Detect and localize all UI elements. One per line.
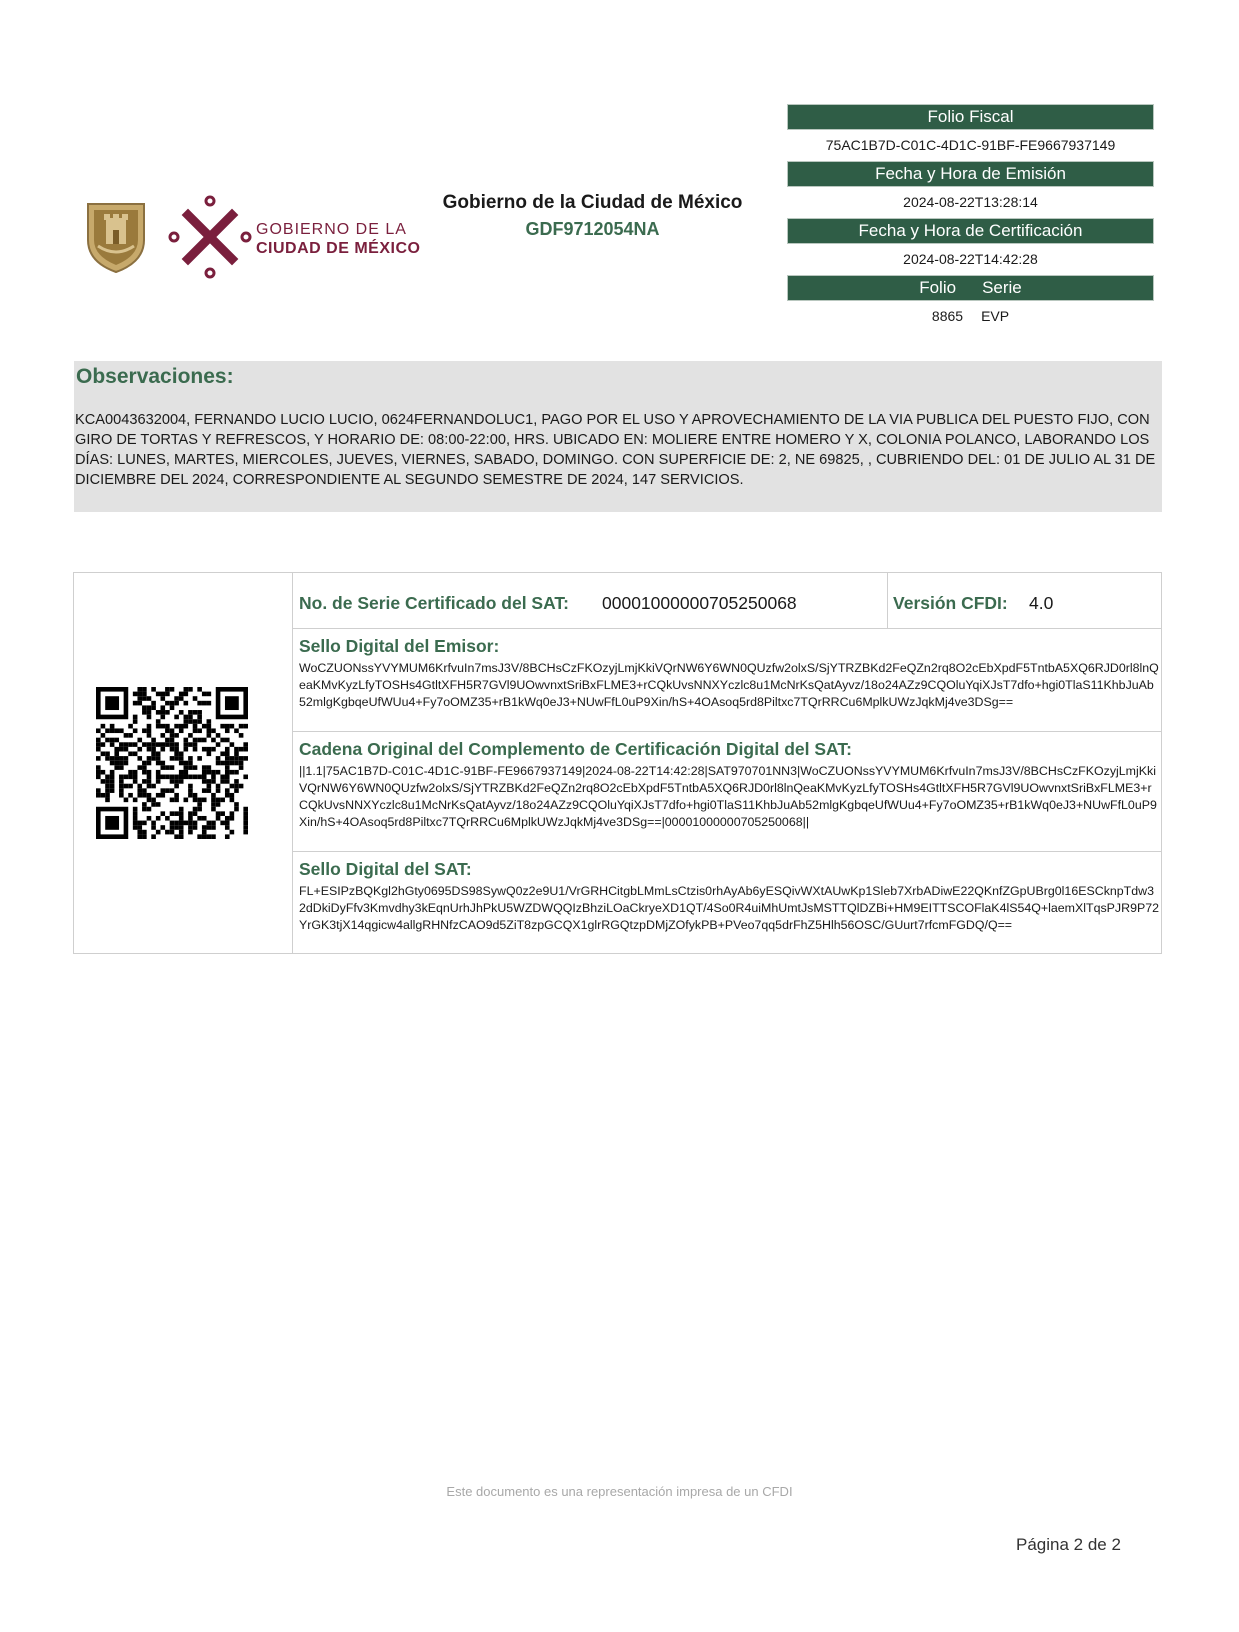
- cadena-original-value: ||1.1|75AC1B7D-C01C-4D1C-91BF-FE9667937149|2024-08-22T14:42:28|SAT970701NN3|WoCZUONssYVYMUM6KrfvuIn7msJ3V/8BCHsCzFKOzyjLmjKkiVQrNW6Y6WN0QUzfw2olxS/SjYTRZBKd2FeQZn2rq8O2cEbXpdF5TntbA5XQ6RJD0rl8lnQeaKMvKyzLfyTOSHs4GtltXFH5R7GVl9UOwvnxtSriBxFLME3+rCQkUvsNNXYczlc8u1McNrKsQatAyvz/18o24AZz9CQOluYqiXJsT7dfo+hgi0TlaS11KhbJuAb52mlgKgbqeUfWUu4+Fy7oOMZ35+rB1kWq0eJ3+NUwFfL0uP9Xin/hS+4OAsoq5rd8Piltxc7TQrRRCu6MplkUWzJqkMj4ve3DSg==|00001000000705250068||: [299, 764, 1157, 829]
- folio-serie-header: [787, 275, 1154, 301]
- serie-value: EVP: [981, 308, 1010, 324]
- logo-line-1: GOBIERNO DE LA: [256, 221, 407, 238]
- version-cfdi-value: 4.0: [1029, 593, 1054, 613]
- certificacion-label: Fecha y Hora de Certificación: [787, 218, 1154, 244]
- folio-fiscal-label: Folio Fiscal: [787, 104, 1154, 130]
- sello-sat-row: [293, 852, 1161, 953]
- observaciones-title: Observaciones:: [76, 365, 234, 388]
- coat-of-arms-logo: [84, 200, 148, 274]
- government-logo-text: [256, 220, 420, 258]
- emision-value: 2024-08-22T13:28:14: [903, 194, 1038, 210]
- observaciones-section: [74, 361, 1162, 512]
- cdmx-brand-mark: [168, 195, 252, 279]
- row-divider: [887, 573, 888, 628]
- folio-fiscal-value: 75AC1B7D-C01C-4D1C-91BF-FE9667937149: [825, 137, 1116, 153]
- certificacion-value: 2024-08-22T14:42:28: [903, 251, 1038, 267]
- footer-note: Este documento es una representación impresa de un CFDI: [446, 1484, 793, 1499]
- emisor-name: Gobierno de la Ciudad de México: [442, 192, 743, 213]
- sello-sat-label: Sello Digital del SAT:: [299, 859, 472, 879]
- sello-emisor-value: WoCZUONssYVYMUM6KrfvuIn7msJ3V/8BCHsCzFKOzyjLmjKkiVQrNW6Y6WN0QUzfw2olxS/SjYTRZBKd2FeQZn2rq8O2cEbXpdF5TntbA5XQ6RJD0rl8lnQeaKMvKyzLfyTOSHs4GtltXFH5R7GVl9UOwvnxtSriBxFLME3+rCQkUvsNNXYczlc8u1McNrKsQatAyvz/18o24AZz9CQOluYqiXJsT7dfo+hgi0TlaS11KhbJuAb52mlgKgbqeUfWUu4+Fy7oOMZ35+rB1kWq0eJ3+NUwFfL0uP9Xin/hS+4OAsoq5rd8Piltxc7TQrRRCu6MplkUWzJqkMj4ve3DSg==: [299, 661, 1159, 709]
- sello-emisor-row: [293, 629, 1161, 732]
- sello-emisor-label: Sello Digital del Emisor:: [299, 636, 500, 656]
- page-number: Página 2 de 2: [1016, 1535, 1121, 1554]
- cadena-original-row: [293, 732, 1161, 852]
- qr-code: [96, 687, 248, 839]
- version-cfdi-label: Versión CFDI:: [893, 593, 1008, 613]
- folio-label: Folio: [919, 278, 957, 297]
- fiscal-info-box: [787, 104, 1154, 332]
- qr-cell: [74, 573, 293, 953]
- folio-serie-values: [787, 301, 1154, 332]
- logo-line-2: CIUDAD DE MÉXICO: [256, 240, 421, 257]
- certificate-table: [73, 572, 1162, 954]
- serie-label: Serie: [982, 278, 1022, 297]
- folio-value: 8865: [931, 308, 964, 324]
- serie-certificado-value: 00001000000705250068: [602, 593, 797, 613]
- emision-label: Fecha y Hora de Emisión: [787, 161, 1154, 187]
- observaciones-text: KCA0043632004, FERNANDO LUCIO LUCIO, 0624FERNANDOLUC1, PAGO POR EL USO Y APROVECHAMIENTO DE LA VIA PUBLICA DEL PUESTO FIJO, CON GIRO DE TORTAS Y REFRESCOS, Y HORARIO DE: 08:00-22:00, HRS. UBICADO EN: MOLIERE ENTRE HOMERO Y X, COLONIA POLANCO, LABORANDO LOS DÍAS: LUNES, MARTES, MIERCOLES, JUEVES, VIERNES, SABADO, DOMINGO. CON SUPERFICIE DE: 2, NE 69825, , CUBRIENDO DEL: 01 DE JULIO AL 31 DE DICIEMBRE DEL 2024, CORRESPONDIENTE AL SEGUNDO SEMESTRE DE 2024, 147 SERVICIOS.: [75, 412, 1156, 488]
- cadena-original-label: Cadena Original del Complemento de Certificación Digital del SAT:: [299, 739, 852, 759]
- serie-version-row: [293, 573, 1161, 629]
- serie-certificado-label: No. de Serie Certificado del SAT:: [299, 593, 570, 613]
- sello-sat-value: FL+ESIPzBQKgl2hGty0695DS98SywQ0z2e9U1/VrGRHCitgbLMmLsCtzis0rhAyAb6yESQivWXtAUwKp1Sleb7XrbADiwE22QKnfZGpUBrg0l16ESCknpTdw32dDkiDyFfv3Kmvdhy3kEqnUrhJhPkU5WZDWQQIzBhziLOaCkryeXD1QT/4So0R4uiMhUmtJsMSTTQlDZBi+HM9EITTSCOFlaK4lS54Q+laemXlTqsPJR9P72YrGK3tjX14qgicw4allgRHNfzCAO9d5ZiT8zpGCQX1glrRGQtzpDMjZOfykPB+PVeo7qq5drFhZ5Hlh56OSC/GUurt7rfcmFGDQ/Q==: [299, 884, 1160, 932]
- emisor-rfc: GDF9712054NA: [525, 219, 660, 239]
